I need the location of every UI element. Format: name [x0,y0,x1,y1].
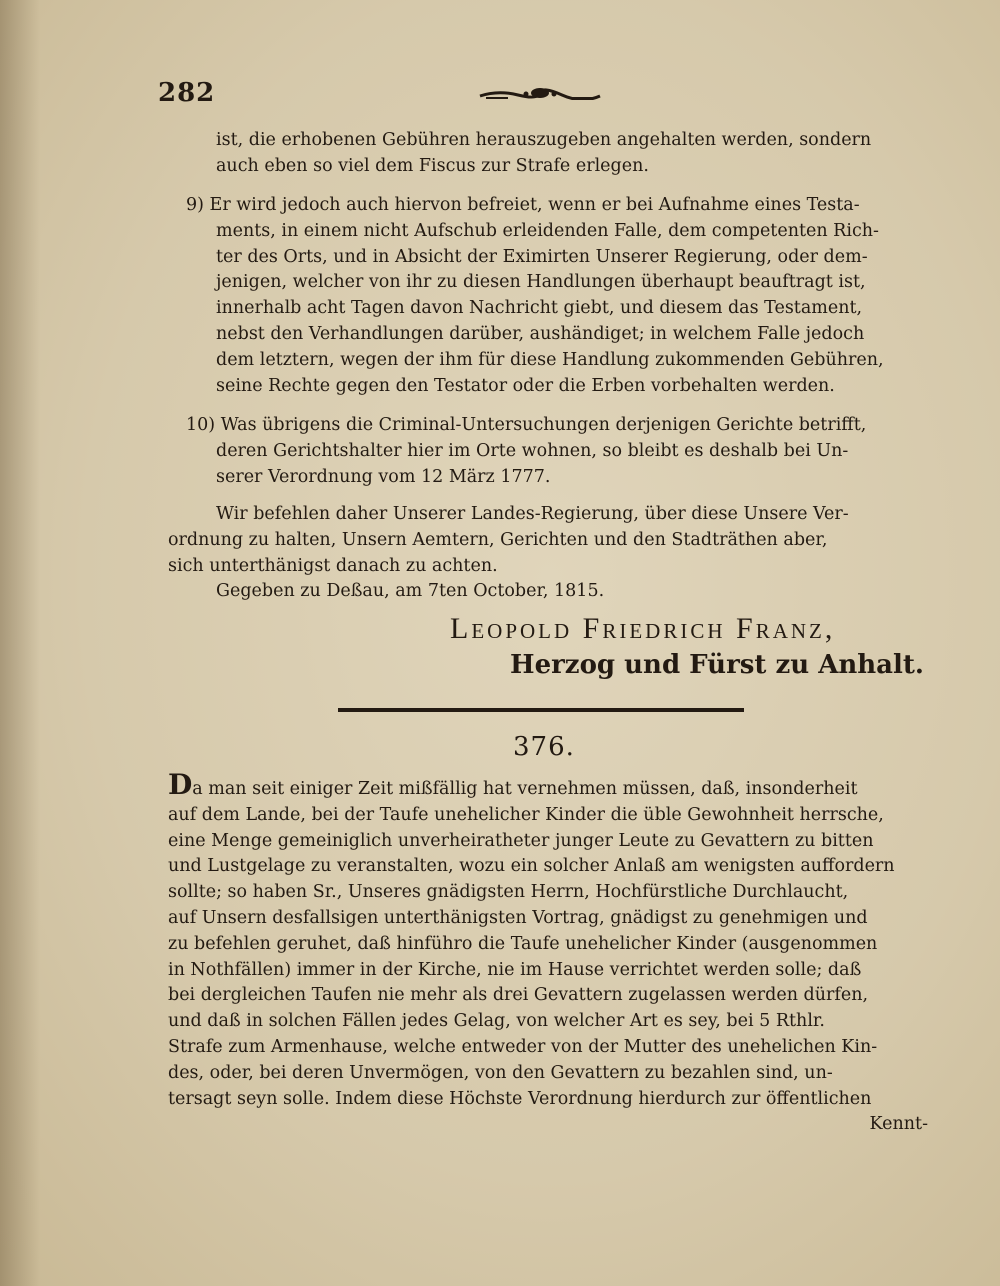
text-line: ist, die erhobenen Gebühren herauszugeben angehalten werden, sondern [216,130,872,150]
text-line: Da man seit einiger Zeit mißfällig hat vernehmen müssen, daß, insonderheit [168,772,928,803]
given-line: Gegeben zu Deßau, am 7ten October, 1815. [216,581,605,602]
text-line: sollte; so haben Sr., Unseres gnädigsten Herrn, Hochfürstliche Durchlaucht, [168,882,849,903]
text-line: bei dergleichen Taufen nie mehr als drei Gevattern zugelassen werden dürfen, [168,985,869,1006]
paragraph-9 [186,193,928,399]
section-body [168,772,928,1138]
text-line: seine Rechte gegen den Testator oder die Erben vorbehalten werden. [216,375,835,396]
page-edge-shadow [0,0,40,1286]
text-line: auf Unsern desfallsigen unterthänigsten Vortrag, gnädigst zu genehmigen und [168,907,868,928]
item-number: 10) [186,415,216,435]
text-line: dem letztern, wegen der ihm für diese Handlung zukommenden Gebühren, [216,349,884,370]
text-line: Wir befehlen daher Unserer Landes-Regierung, über diese Unsere Ver- [216,504,849,524]
text-line: innerhalb acht Tagen davon Nachricht giebt, und diesem das Testament, [216,298,863,319]
section-number: 376. [513,732,575,762]
text-line: tersagt seyn solle. Indem diese Höchste Verordnung hierdurch zur öffentlichen [168,1088,872,1109]
continuation-paragraph [168,128,928,180]
text-line: ter des Orts, und in Absicht der Eximirten Unserer Regierung, oder dem- [216,246,868,267]
text-line: und Lustgelage zu veranstalten, wozu ein solcher Anlaß am wenigsten auffordern [168,856,895,877]
text-line: ordnung zu halten, Unsern Aemtern, Gerichten und den Stadträthen aber, [168,529,828,550]
header-ornament-icon [478,86,602,100]
text-line: in Nothfällen) immer in der Kirche, nie im Hause verrichtet werden solle; daß [168,959,862,980]
text-line: des, oder, bei deren Unvermögen, von den Gevattern zu bezahlen sind, un- [168,1062,833,1083]
item-number: 9) [186,195,204,215]
drop-cap: D [168,772,193,801]
text-line: auf dem Lande, bei der Taufe unehelicher Kinder die üble Gewohnheit herrsche, [168,804,884,825]
text-line: serer Verordnung vom 12 März 1777. [216,466,551,487]
text-line: sich unterthänigst danach zu achten. [168,555,498,576]
signature-title: Herzog und Fürst zu Anhalt. [510,650,924,680]
catchword: Kennt- [869,1114,928,1135]
text-line: 9) Er wird jedoch auch hiervon befreiet, wenn er bei Aufnahme eines Testa- [186,195,860,215]
section-divider [338,708,744,712]
text-line: eine Menge gemeiniglich unverheiratheter junger Leute zu Gevattern zu bitten [168,830,874,851]
text-line: ments, in einem nicht Aufschub erleidenden Falle, dem competenten Rich- [216,220,879,241]
text-line: und daß in solchen Fällen jedes Gelag, von welcher Art es sey, bei 5 Rthlr. [168,1011,825,1032]
paragraph-10 [186,413,928,490]
page-number: 282 [158,78,216,108]
text-line: jenigen, welcher von ihr zu diesen Handlungen überhaupt beauftragt ist, [216,272,866,293]
signature-name: Leopold Friedrich Franz, [450,612,836,645]
closing-paragraph [168,502,928,605]
text-line: nebst den Verhandlungen darüber, aushändiget; in welchem Falle jedoch [216,323,865,344]
text-line: zu befehlen geruhet, daß hinführo die Taufe unehelicher Kinder (ausgenommen [168,933,878,954]
text-line: auch eben so viel dem Fiscus zur Strafe erlegen. [216,155,649,176]
text-line: Strafe zum Armenhause, welche entweder von der Mutter des unehelichen Kin- [168,1036,878,1057]
text-line: deren Gerichtshalter hier im Orte wohnen, so bleibt es deshalb bei Un- [216,440,849,461]
text-line: 10) Was übrigens die Criminal-Untersuchungen derjenigen Gerichte betrifft, [186,415,867,435]
